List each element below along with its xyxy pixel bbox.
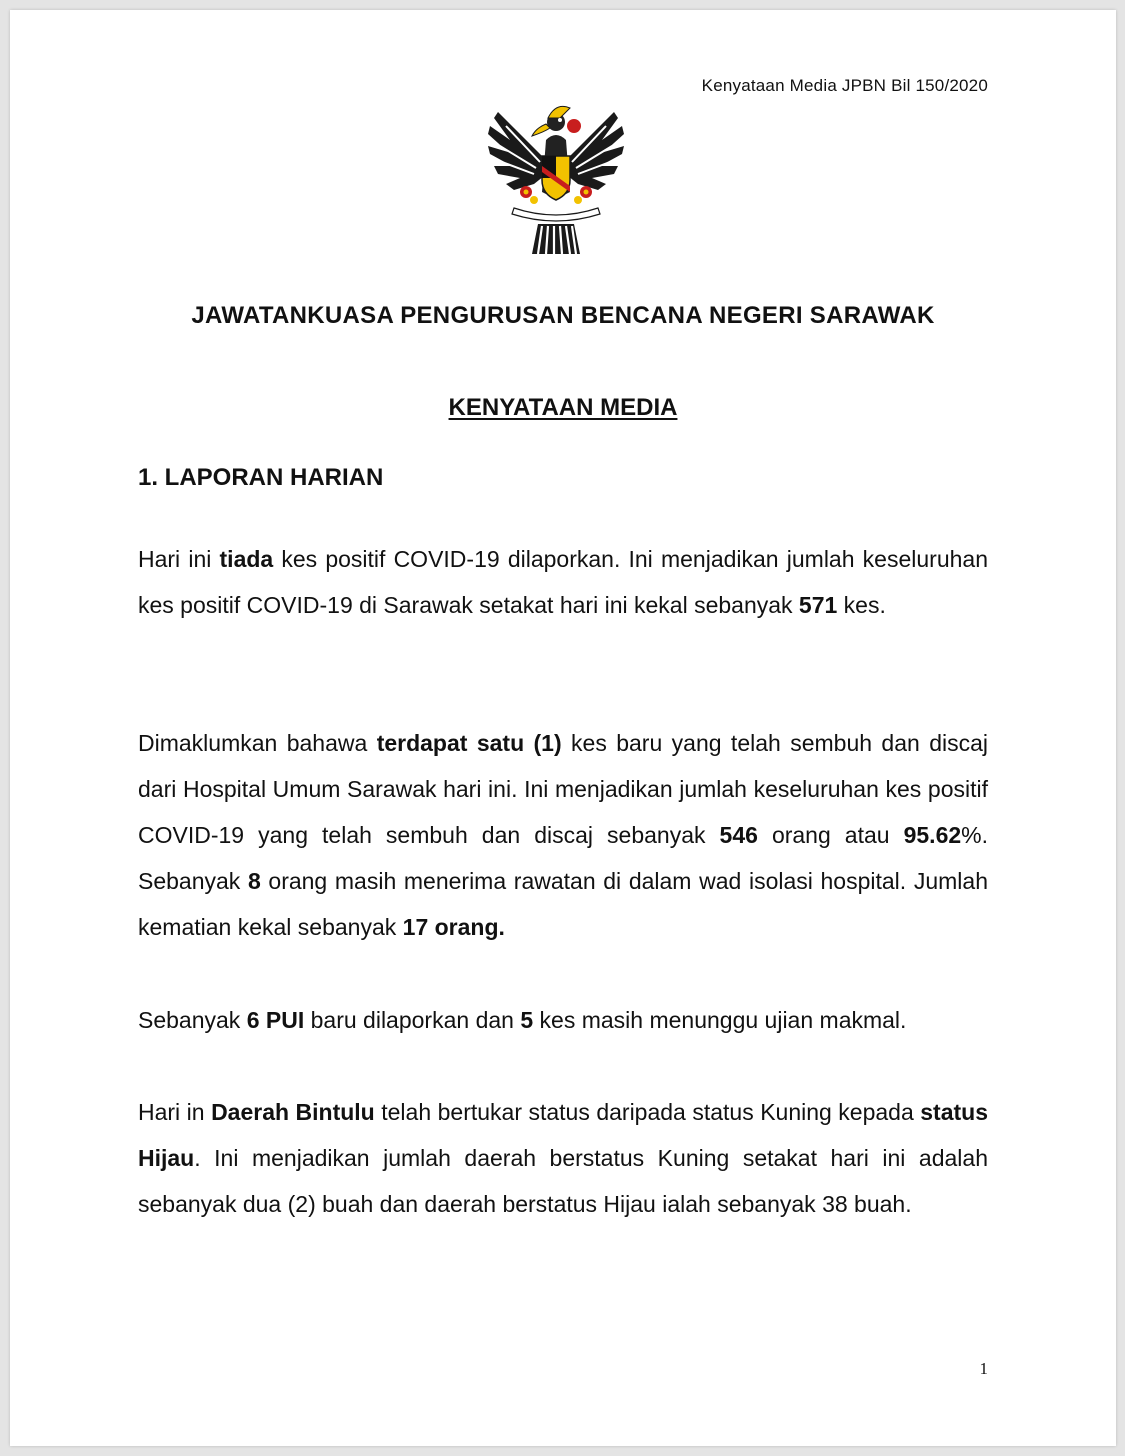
paragraph-pui: Sebanyak 6 PUI baru dilaporkan dan 5 kes masih menunggu ujian makmal.: [138, 1007, 907, 1033]
document-page: [10, 10, 1116, 1446]
paragraph-positive-cases: Hari ini tiada kes positif COVID-19 dilaporkan. Ini menjadikan jumlah keseluruhan kes positif COVID-19 di Sarawak setakat hari ini kekal sebanyak 571 kes.: [138, 546, 988, 618]
organization-title: JAWATANKUASA PENGURUSAN BENCANA NEGERI SARAWAK: [191, 302, 935, 329]
document-title-text: KENYATAAN MEDIA: [448, 394, 678, 421]
reference-number: Kenyataan Media JPBN Bil 150/2020: [701, 76, 988, 95]
document-title: [10, 394, 1116, 422]
section-heading: 1. LAPORAN HARIAN: [138, 464, 384, 491]
paragraph-district-status: Hari in Daerah Bintulu telah bertukar status daripada status Kuning kepada status Hijau. Ini menjadikan jumlah daerah berstatus Kuning setakat hari ini adalah sebanyak dua (2) buah dan daerah berstatus Hijau ialah sebanyak 38 buah.: [138, 1099, 988, 1217]
page-number: 1: [979, 1359, 988, 1378]
paragraph-recoveries: Dimaklumkan bahawa terdapat satu (1) kes baru yang telah sembuh dan discaj dari Hospital Umum Sarawak hari ini. Ini menjadikan jumlah keseluruhan kes positif COVID-19 yang telah sembuh dan discaj sebanyak 546 orang atau 95.62%. Sebanyak 8 orang masih menerima rawatan di dalam wad isolasi hospital. Jumlah kematian kekal sebanyak 17 orang.: [138, 730, 988, 940]
sarawak-coat-of-arms-icon: [484, 96, 628, 256]
